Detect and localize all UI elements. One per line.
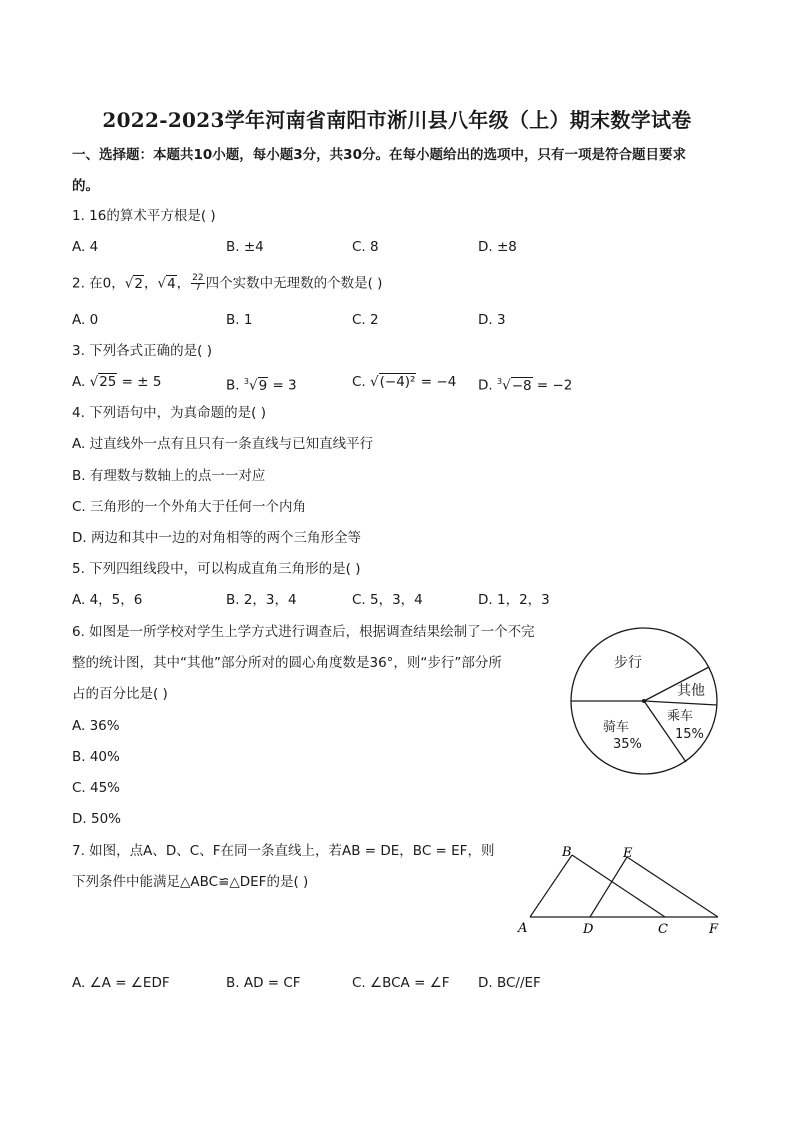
q6-option-d: D. 50% <box>72 811 121 827</box>
q2-sqrt-4: 4 <box>167 275 176 292</box>
q3-option-a-radicand: 25 <box>99 374 117 390</box>
q7-triangle-figure <box>510 840 736 940</box>
q2-stem-suffix: 四个实数中无理数的个数是( ) <box>205 275 383 292</box>
q2-option-a: A. 0 <box>72 312 99 328</box>
q2-fraction-numerator: 22 <box>192 273 204 283</box>
q2-stem: 2. 在0，√2，√4， $\frac{22}{7}$ 四个实数中无理数的个数是( ) <box>72 273 383 293</box>
q3-option-b-index: 3 <box>243 377 249 386</box>
q6-stem-line3: 占的百分比是( ) <box>72 686 168 702</box>
q1-option-b: B. ±4 <box>226 239 264 255</box>
q4-option-a: A. 过直线外一点有且只有一条直线与已知直线平行 <box>72 436 374 452</box>
section-heading-line2: 的。 <box>72 178 99 194</box>
point-label-D: D <box>583 922 594 937</box>
q2-fraction <box>191 274 204 293</box>
q2-option-b: B. 1 <box>226 312 253 328</box>
pie-label-bike-pct: 35% <box>613 737 642 752</box>
pie-label-other: 其他 <box>677 683 705 699</box>
q3-option-d-radicand: −8 <box>511 377 532 394</box>
point-label-C: C <box>658 922 668 937</box>
q1-option-a: A. 4 <box>72 239 99 255</box>
q1-option-d: D. ±8 <box>478 239 517 255</box>
q2-fraction-denominator: 7 <box>195 283 201 293</box>
q7-stem-line1: 7. 如图，点A、D、C、F在同一条直线上，若AB = DE，BC = EF，则 <box>72 843 495 859</box>
q3-stem: 3. 下列各式正确的是( ) <box>72 343 212 359</box>
segment-EF <box>627 857 718 917</box>
q7-option-b: B. AD = CF <box>226 975 301 991</box>
q3-option-c-rest: = −4 <box>416 374 457 390</box>
pie-divider-right <box>644 701 717 705</box>
pie-label-bus-pct: 15% <box>675 727 704 742</box>
q3-option-d-rest: = −2 <box>532 377 573 394</box>
q5-option-c: C. 5，3，4 <box>352 592 423 608</box>
q3-option-c: C. √(−4)² = −4 <box>352 374 457 390</box>
q5-stem: 5. 下列四组线段中，可以构成直角三角形的是( ) <box>72 561 361 577</box>
q3-option-b-radicand: 9 <box>258 377 268 394</box>
q2-option-c: C. 2 <box>352 312 379 328</box>
q3-option-a: A. √25 = ± 5 <box>72 374 162 390</box>
point-label-A: A <box>518 921 528 936</box>
q3-option-a-label: A. <box>72 374 86 390</box>
q6-stem-line2: 整的统计图，其中“其他”部分所对的圆心角度数是36°，则“步行”部分所 <box>72 655 502 671</box>
pie-label-walk: 步行 <box>614 655 642 671</box>
pie-label-bike: 骑车 <box>603 720 630 735</box>
segment-BC <box>572 855 665 917</box>
q3-option-d-label: D. <box>478 377 493 394</box>
q7-option-d: D. BC//EF <box>478 975 541 991</box>
q3-option-c-label: C. <box>352 374 366 390</box>
q3-option-d: D. $^3$√−8 = −2 <box>478 377 573 394</box>
q4-option-b: B. 有理数与数轴上的点一一对应 <box>72 468 266 484</box>
q7-option-c: C. ∠BCA = ∠F <box>352 975 450 991</box>
q6-option-c: C. 45% <box>72 780 121 796</box>
q2-stem-prefix: 2. 在0， <box>72 275 125 292</box>
segment-DE <box>590 857 627 917</box>
q7-stem-line2: 下列条件中能满足△ABC≌△DEF的是( ) <box>72 874 309 890</box>
q4-stem: 4. 下列语句中，为真命题的是( ) <box>72 405 266 421</box>
section-heading-line1: 一、选择题：本题共10小题，每小题3分，共30分。在每小题给出的选项中，只有一项是符合题目要求 <box>72 147 686 163</box>
q3-option-d-index: 3 <box>496 377 503 386</box>
q1-option-c: C. 8 <box>352 239 379 255</box>
q6-pie-chart <box>566 622 726 782</box>
q3-option-b-rest: = 3 <box>268 377 297 394</box>
q5-option-a: A. 4，5，6 <box>72 592 143 608</box>
q6-stem-line1: 6. 如图是一所学校对学生上学方式进行调查后，根据调查结果绘制了一个不完 <box>72 624 535 640</box>
q6-option-b: B. 40% <box>72 749 120 765</box>
q7-option-a: A. ∠A = ∠EDF <box>72 975 170 991</box>
q2-sqrt-2: 2 <box>134 275 143 292</box>
q3-option-b: B. $^3$√9 = 3 <box>226 377 297 394</box>
point-label-F: F <box>709 922 719 937</box>
point-label-B: B <box>562 845 572 860</box>
q5-option-d: D. 1，2，3 <box>478 592 550 608</box>
pie-center <box>642 699 646 703</box>
q4-option-c: C. 三角形的一个外角大于任何一个内角 <box>72 499 307 515</box>
q4-option-d: D. 两边和其中一边的对角相等的两个三角形全等 <box>72 530 361 546</box>
q6-option-a: A. 36% <box>72 718 120 734</box>
segment-AB <box>530 855 572 917</box>
q3-option-a-rest: = ± 5 <box>117 374 162 390</box>
q3-option-b-label: B. <box>226 377 240 394</box>
page-title: 2022-2023学年河南省南阳市淅川县八年级（上）期末数学试卷 <box>102 108 692 132</box>
pie-label-bus: 乘车 <box>667 709 694 724</box>
point-label-E: E <box>623 846 633 861</box>
q5-option-b: B. 2，3，4 <box>226 592 297 608</box>
q1-stem: 1. 16的算术平方根是( ) <box>72 208 216 224</box>
q3-option-c-radicand: (−4)² <box>379 374 416 390</box>
q2-option-d: D. 3 <box>478 312 506 328</box>
